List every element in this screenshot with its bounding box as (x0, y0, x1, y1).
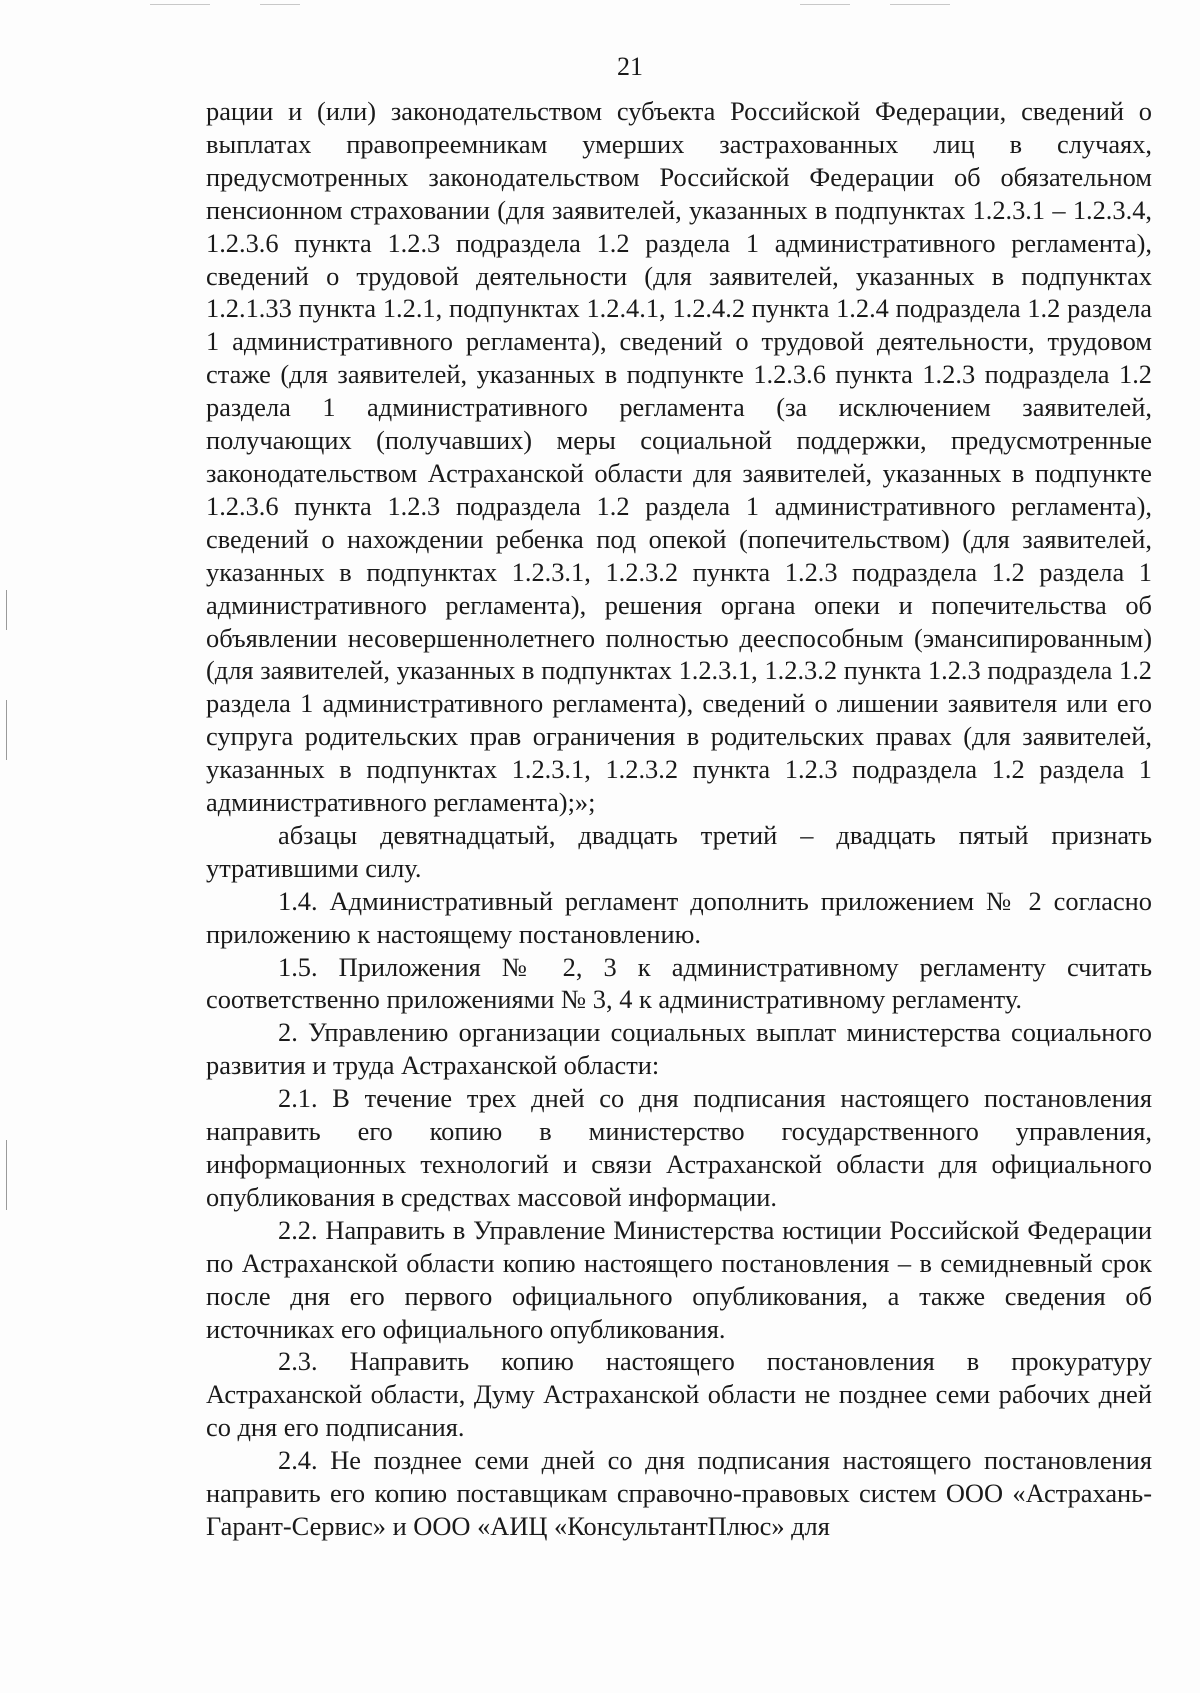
paragraph: 2.1. В течение трех дней со дня подписания настоящего постановления направить его копию в министерство государственного управления, информационных технологий и связи Астраханской области для официального опубликования в средствах массовой информации. (206, 1083, 1152, 1212)
paragraph: абзацы девятнадцатый, двадцать третий – двадцать пятый признать утратившими силу. (206, 819, 1152, 883)
scan-artifact (6, 590, 7, 630)
page-number: 21 (617, 52, 643, 81)
paragraph: 1.4. Административный регламент дополнить приложением № 2 согласно приложению к настоящему постановлению. (206, 885, 1152, 949)
scan-artifact (6, 700, 7, 760)
scan-artifact (890, 4, 950, 5)
paragraph: 1.5. Приложения № 2, 3 к административному регламенту считать соответственно приложениями № 3, 4 к административному регламенту. (206, 951, 1152, 1015)
paragraph-continuation: рации и (или) законодательством субъекта Российской Федерации, сведений о выплатах правопреемникам умерших застрахованных лиц в случаях, предусмотренных законодательством Российской Федерации об обязательном пенсионном страховании (для заявителей, указанных в подпунктах 1.2.3.1 – 1.2.3.4, 1.2.3.6 пункта 1.2.3 подраздела 1.2 раздела 1 административного регламента), сведений о трудовой деятельности (для заявителей, указанных в подпунктах 1.2.1.33 пункта 1.2.1, подпунктах 1.2.4.1, 1.2.4.2 пункта 1.2.4 подраздела 1.2 раздела 1 административного регламента), сведений о трудовой деятельности, трудовом стаже (для заявителей, указанных в подпункте 1.2.3.6 пункта 1.2.3 подраздела 1.2 раздела 1 административного регламента (за исключением заявителей, получающих (получавших) меры социальной поддержки, предусмотренные законодательством Астраханской области для заявителей, указанных в подпункте 1.2.3.6 пункта 1.2.3 подраздела 1.2 раздела 1 административного регламента), сведений о нахождении ребенка под опекой (попечительством) (для заявителей, указанных в подпунктах 1.2.3.1, 1.2.3.2 пункта 1.2.3 подраздела 1.2 раздела 1 административного регламента), решения органа опеки и попечительства об объявлении несовершеннолетнего полностью дееспособным (эмансипированным) (для заявителей, указанных в подпунктах 1.2.3.1, 1.2.3.2 пункта 1.2.3 подраздела 1.2 раздела 1 административного регламента), сведений о лишении заявителя или его супруга родительских прав ограничения в родительских правах (для заявителей, указанных в подпунктах 1.2.3.1, 1.2.3.2 пункта 1.2.3 подраздела 1.2 раздела 1 административного регламента);»; (206, 96, 1152, 818)
paragraph: 2.2. Направить в Управление Министерства юстиции Российской Федерации по Астраханской области копию настоящего постановления – в семидневный срок после дня его первого официального опубликования, а также сведения об источниках его официального опубликования. (206, 1214, 1152, 1344)
scan-artifact (6, 1140, 7, 1210)
paragraph: 2.3. Направить копию настоящего постановления в прокуратуру Астраханской области, Думу Астраханской области не позднее семи рабочих дней со дня его подписания. (206, 1346, 1152, 1443)
scan-artifact (150, 4, 210, 5)
document-body (206, 95, 1152, 1543)
scan-artifact (260, 4, 300, 5)
paragraph: 2.4. Не позднее семи дней со дня подписания настоящего постановления направить его копию поставщикам справочно-правовых систем ООО «Астрахань-Гарант-Сервис» и ООО «АИЦ «КонсультантПлюс» для (206, 1445, 1152, 1541)
paragraph: 2. Управлению организации социальных выплат министерства социального развития и труда Астраханской области: (206, 1017, 1152, 1081)
scan-artifact (800, 4, 850, 5)
